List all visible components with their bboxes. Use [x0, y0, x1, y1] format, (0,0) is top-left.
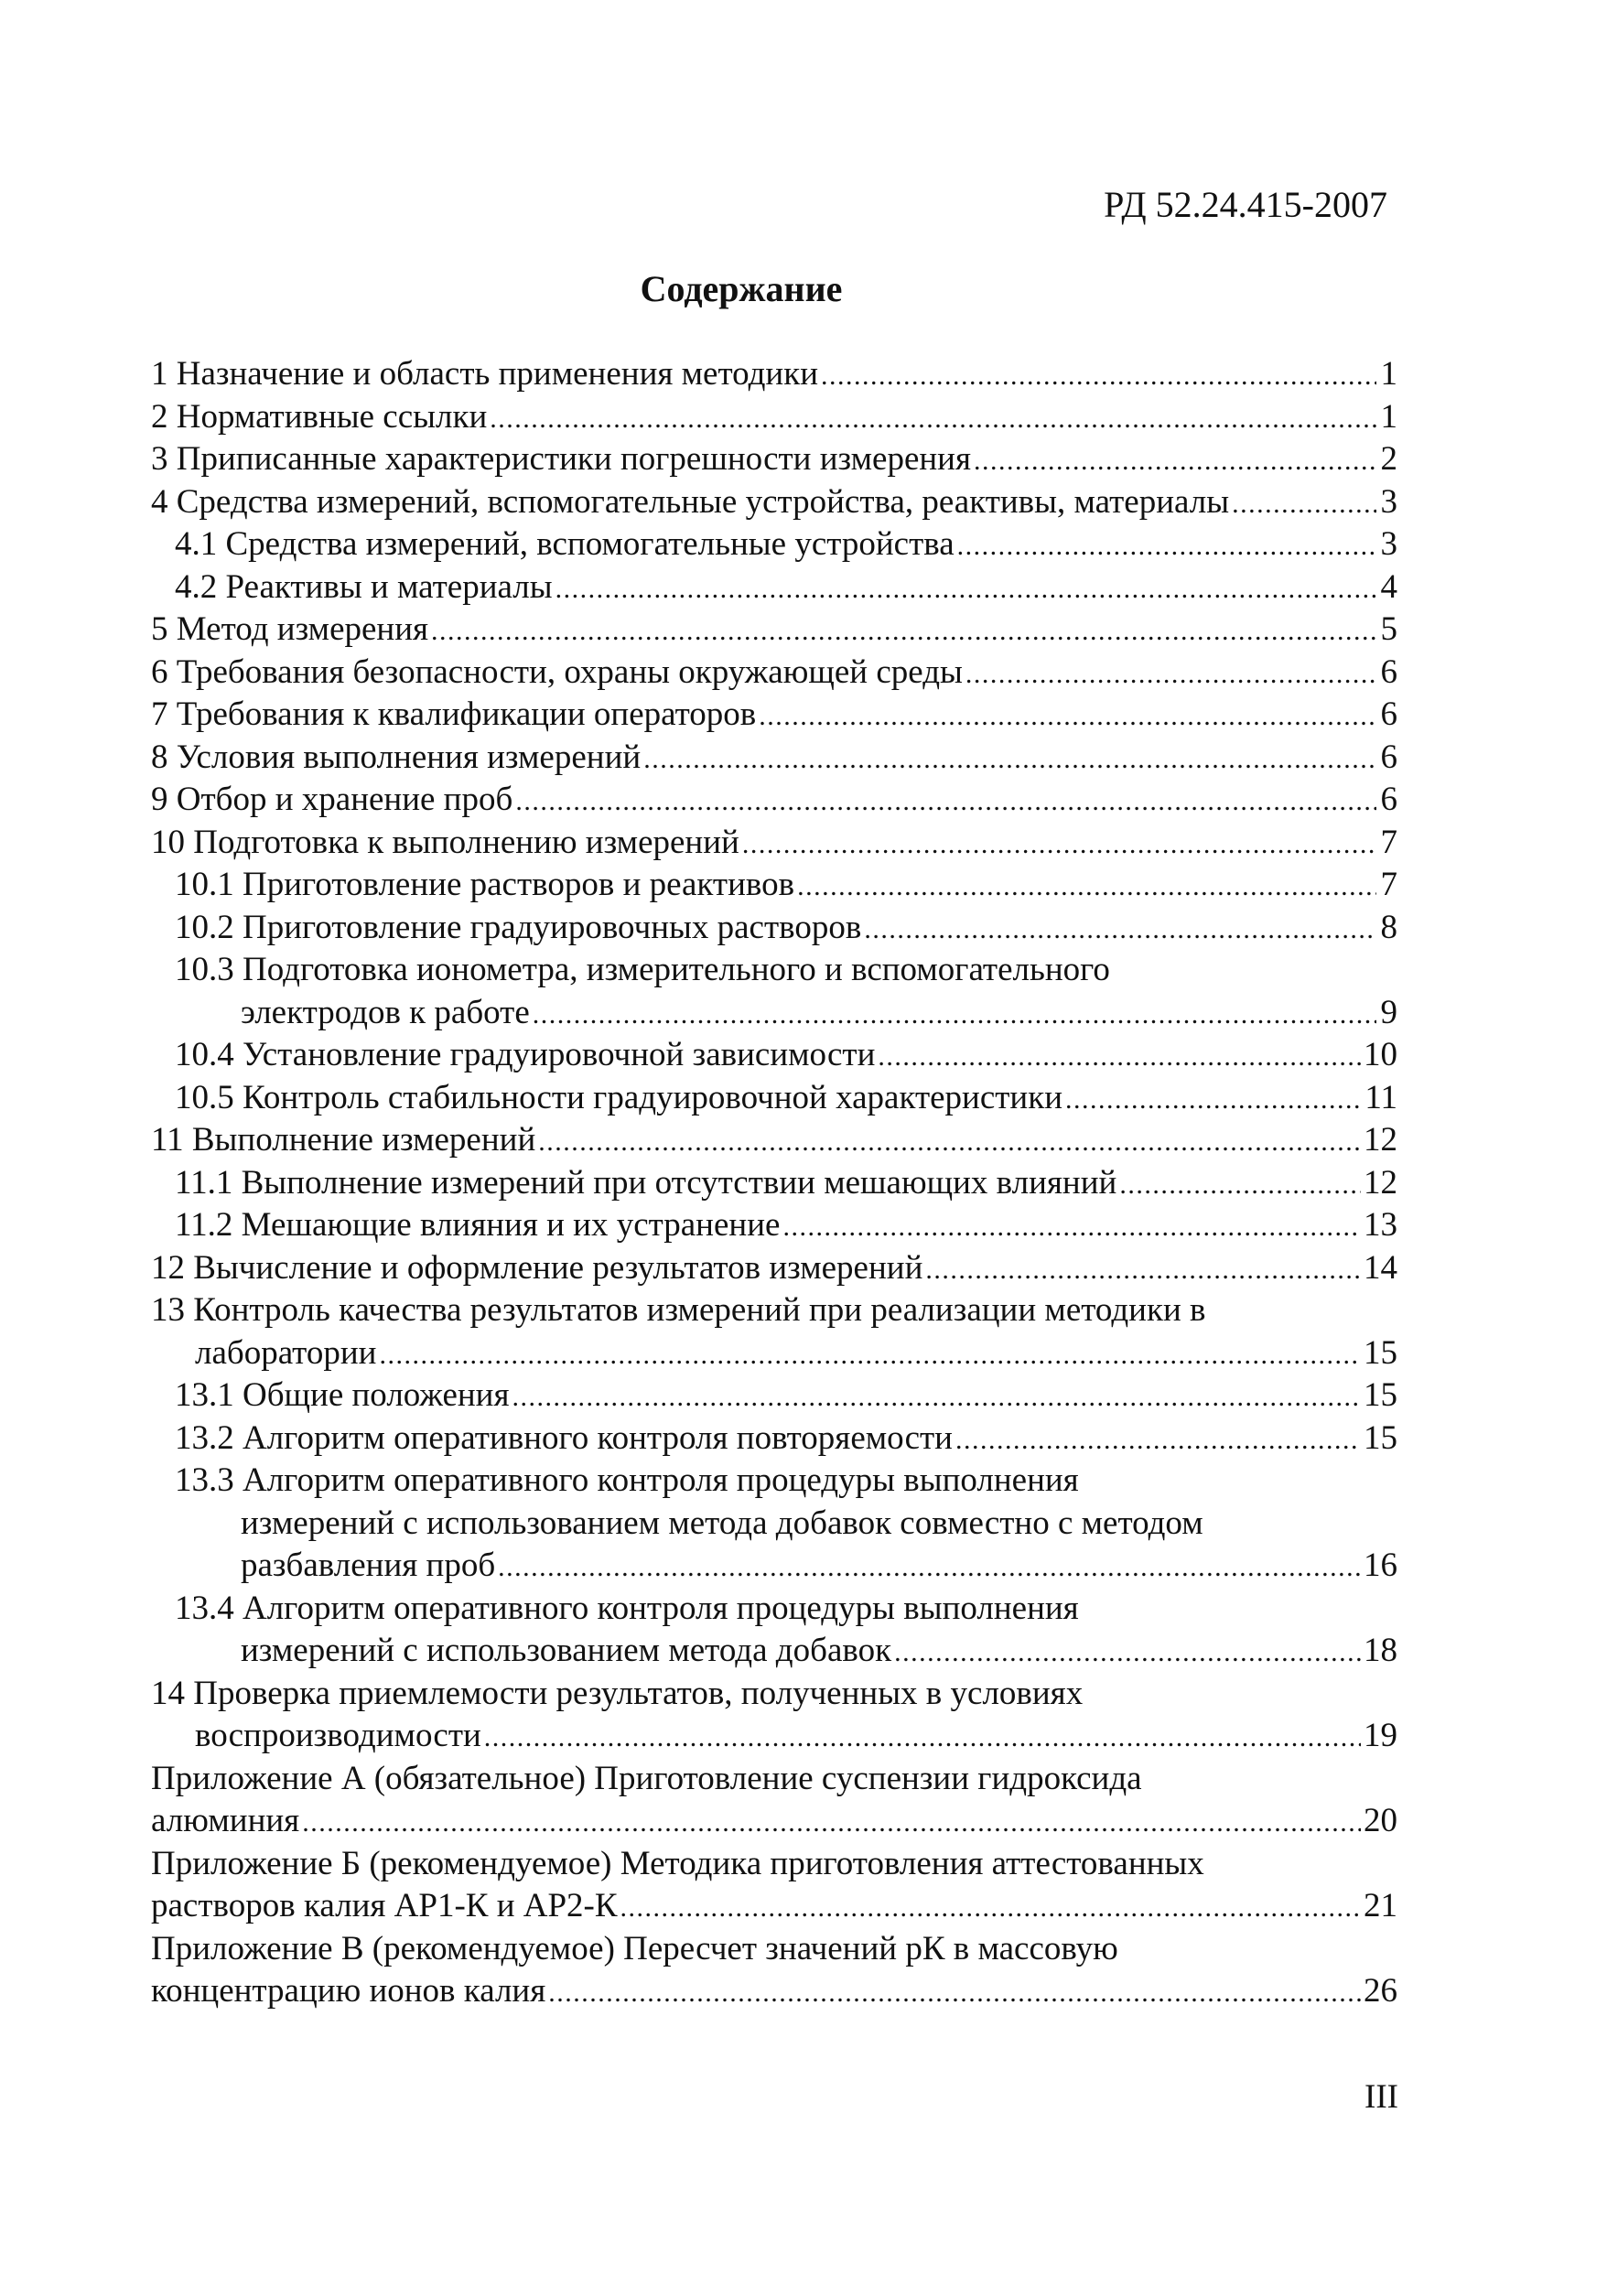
toc-entry-page: 12: [1364, 1121, 1397, 1159]
toc-entry-title: 3 Приписанные характеристики погрешности измерения: [151, 440, 971, 478]
dot-leader: [548, 1970, 1361, 2015]
toc-entry[interactable]: [151, 438, 1397, 481]
toc-entry[interactable]: [151, 779, 1397, 822]
toc-entry[interactable]: [151, 1289, 1397, 1374]
toc-entry[interactable]: [151, 1758, 1397, 1843]
toc-entry[interactable]: [151, 694, 1397, 737]
dot-leader: [782, 1204, 1361, 1249]
document-code: РД 52.24.415-2007: [1104, 184, 1387, 225]
dot-leader: [498, 1545, 1361, 1590]
dot-leader: [643, 737, 1376, 782]
toc-entry[interactable]: [151, 523, 1397, 566]
page-number: III: [1364, 2078, 1398, 2116]
dot-leader: [894, 1630, 1361, 1675]
toc-entry-title: 10.5 Контроль стабильности градуировочной характеристики: [175, 1078, 1063, 1116]
toc-entry-page: 15: [1364, 1376, 1397, 1414]
toc-entry-page: 5: [1380, 610, 1397, 648]
toc-entry-page: 11: [1364, 1078, 1397, 1116]
toc-entry-page: 15: [1364, 1333, 1397, 1372]
toc-entry[interactable]: [151, 1162, 1397, 1205]
toc-entry-title: 13.4 Алгоритм оперативного контроля процедуры выполнения: [175, 1589, 1079, 1627]
toc-entry-page: 3: [1380, 482, 1397, 521]
toc-entry-title-continued: лаборатории: [195, 1333, 377, 1372]
toc-entry[interactable]: [151, 1417, 1397, 1461]
toc-entry[interactable]: [151, 1077, 1397, 1120]
toc-entry-page: 13: [1364, 1206, 1397, 1244]
toc-entry[interactable]: [151, 1034, 1397, 1077]
toc-entry-title: Приложение Б (рекомендуемое) Методика приготовления аттестованных: [151, 1844, 1204, 1882]
table-of-contents: [151, 353, 1397, 2013]
dot-leader: [379, 1332, 1361, 1377]
toc-entry-title: 13.1 Общие положения: [175, 1376, 510, 1414]
toc-entry-page: 4: [1380, 567, 1397, 606]
toc-entry[interactable]: [151, 353, 1397, 396]
toc-entry[interactable]: [151, 1460, 1397, 1588]
toc-entry[interactable]: [151, 1119, 1397, 1162]
toc-entry-title: 2 Нормативные ссылки: [151, 397, 488, 436]
toc-entry-page: 2: [1380, 440, 1397, 478]
toc-entry[interactable]: [151, 609, 1397, 652]
toc-entry[interactable]: [151, 396, 1397, 439]
toc-entry-title: 9 Отбор и хранение проб: [151, 781, 513, 818]
toc-entry-title: 10.4 Установление градуировочной зависимости: [175, 1036, 876, 1073]
toc-entry-title-continued: концентрацию ионов калия: [151, 1972, 546, 2010]
toc-entry-title: 7 Требования к квалификации операторов: [151, 695, 757, 733]
toc-entry-page: 6: [1380, 652, 1397, 691]
toc-entry-title: 1 Назначение и область применения методики: [151, 355, 818, 393]
toc-entry-page: 7: [1380, 823, 1397, 861]
toc-entry[interactable]: [151, 1928, 1397, 2013]
dot-leader: [797, 864, 1376, 909]
dot-leader: [555, 566, 1376, 611]
toc-entry-page: 12: [1364, 1163, 1397, 1202]
toc-entry[interactable]: [151, 1204, 1397, 1247]
toc-entry[interactable]: [151, 1843, 1397, 1928]
toc-entry-title: 10.2 Приготовление градуировочных растворов: [175, 908, 862, 946]
toc-entry-title: 8 Условия выполнения измерений: [151, 738, 642, 776]
toc-entry-title: 10 Подготовка к выполнению измерений: [151, 823, 739, 861]
toc-entry-page: 6: [1380, 738, 1397, 776]
dot-leader: [512, 1374, 1361, 1419]
dot-leader: [302, 1800, 1361, 1845]
dot-leader: [759, 694, 1376, 738]
toc-entry-title: 6 Требования безопасности, охраны окружающей среды: [151, 652, 963, 691]
dot-leader: [484, 1715, 1361, 1760]
dot-leader: [490, 396, 1376, 441]
dot-leader: [925, 1247, 1361, 1292]
toc-entry-page: 21: [1364, 1887, 1397, 1924]
toc-entry-title-continued: воспроизводимости: [195, 1717, 481, 1754]
page-title: Содержание: [640, 268, 843, 309]
toc-entry-page: 16: [1364, 1547, 1397, 1584]
dot-leader: [955, 1417, 1361, 1462]
dot-leader: [878, 1034, 1361, 1079]
toc-entry-title: 4.2 Реактивы и материалы: [175, 567, 553, 606]
toc-entry-page: 1: [1380, 355, 1397, 393]
toc-entry-title: 13.3 Алгоритм оперативного контроля процедуры выполнения: [175, 1461, 1079, 1499]
toc-entry-title: 10.1 Приготовление растворов и реактивов: [175, 866, 795, 903]
toc-entry-page: 10: [1364, 1036, 1397, 1073]
toc-entry[interactable]: [151, 864, 1397, 907]
toc-entry[interactable]: [151, 481, 1397, 524]
toc-entry[interactable]: [151, 1374, 1397, 1417]
toc-entry-title: 12 Вычисление и оформление результатов измерений: [151, 1248, 923, 1287]
toc-entry-page: 14: [1364, 1248, 1397, 1287]
toc-entry-title: 14 Проверка приемлемости результатов, полученных в условиях: [151, 1674, 1084, 1712]
dot-leader: [620, 1885, 1361, 1930]
toc-entry[interactable]: [151, 949, 1397, 1034]
toc-entry-title-continued: измерений с использованием метода добавок совместно с методом: [241, 1504, 1203, 1542]
dot-leader: [974, 438, 1376, 483]
toc-entry-page: 20: [1364, 1802, 1397, 1839]
toc-entry[interactable]: [151, 566, 1397, 609]
dot-leader: [1119, 1162, 1361, 1207]
toc-entry-title-continued: измерений с использованием метода добавок: [241, 1632, 892, 1669]
dot-leader: [1232, 481, 1376, 526]
toc-entry-page: 3: [1380, 525, 1397, 563]
toc-entry-page: 18: [1364, 1632, 1397, 1669]
toc-entry-title: Приложение В (рекомендуемое) Пересчет значений рК в массовую: [151, 1929, 1118, 1967]
toc-entry[interactable]: [151, 652, 1397, 695]
toc-entry-title: 4 Средства измерений, вспомогательные устройства, реактивы, материалы: [151, 482, 1230, 521]
toc-entry[interactable]: [151, 1588, 1397, 1673]
toc-entry-page: 19: [1364, 1717, 1397, 1754]
toc-entry[interactable]: [151, 1673, 1397, 1758]
toc-entry-title: Приложение А (обязательное) Приготовление суспензии гидроксида: [151, 1759, 1142, 1797]
toc-entry-title: 5 Метод измерения: [151, 610, 429, 648]
toc-entry[interactable]: [151, 822, 1397, 865]
dot-leader: [965, 652, 1376, 696]
dot-leader: [742, 822, 1376, 867]
toc-entry-page: 6: [1380, 781, 1397, 818]
dot-leader: [538, 1119, 1361, 1164]
toc-entry-page: 6: [1380, 695, 1397, 733]
toc-entry-title-continued: растворов калия АР1-К и АР2-К: [151, 1887, 618, 1924]
toc-entry-title: 13 Контроль качества результатов измерений при реализации методики в: [151, 1291, 1206, 1329]
toc-entry-title: 10.3 Подготовка ионометра, измерительного и вспомогательного: [175, 951, 1110, 988]
toc-entry-page: 26: [1364, 1972, 1397, 2010]
dot-leader: [431, 609, 1376, 653]
dot-leader: [1065, 1077, 1362, 1122]
toc-entry-title-continued: алюминия: [151, 1802, 300, 1839]
toc-entry-title: 13.2 Алгоритм оперативного контроля повторяемости: [175, 1418, 953, 1457]
toc-entry-title-continued: электродов к работе: [241, 993, 530, 1031]
toc-entry[interactable]: [151, 907, 1397, 950]
dot-leader: [515, 779, 1376, 824]
dot-leader: [957, 523, 1376, 568]
toc-entry[interactable]: [151, 1247, 1397, 1290]
toc-entry-page: 9: [1380, 993, 1397, 1031]
toc-entry-page: 8: [1380, 908, 1397, 946]
toc-entry-title: 11 Выполнение измерений: [151, 1121, 536, 1159]
toc-entry-page: 15: [1364, 1418, 1397, 1457]
dot-leader: [533, 992, 1376, 1037]
toc-entry[interactable]: [151, 737, 1397, 780]
toc-entry-page: 7: [1380, 866, 1397, 903]
toc-entry-title: 4.1 Средства измерений, вспомогательные устройства: [175, 525, 954, 563]
toc-entry-title: 11.2 Мешающие влияния и их устранение: [175, 1206, 781, 1244]
dot-leader: [821, 353, 1376, 398]
dot-leader: [864, 907, 1376, 952]
toc-entry-title: 11.1 Выполнение измерений при отсутствии мешающих влияний: [175, 1163, 1117, 1202]
toc-entry-title-continued: разбавления проб: [241, 1547, 496, 1584]
toc-entry-page: 1: [1380, 397, 1397, 436]
